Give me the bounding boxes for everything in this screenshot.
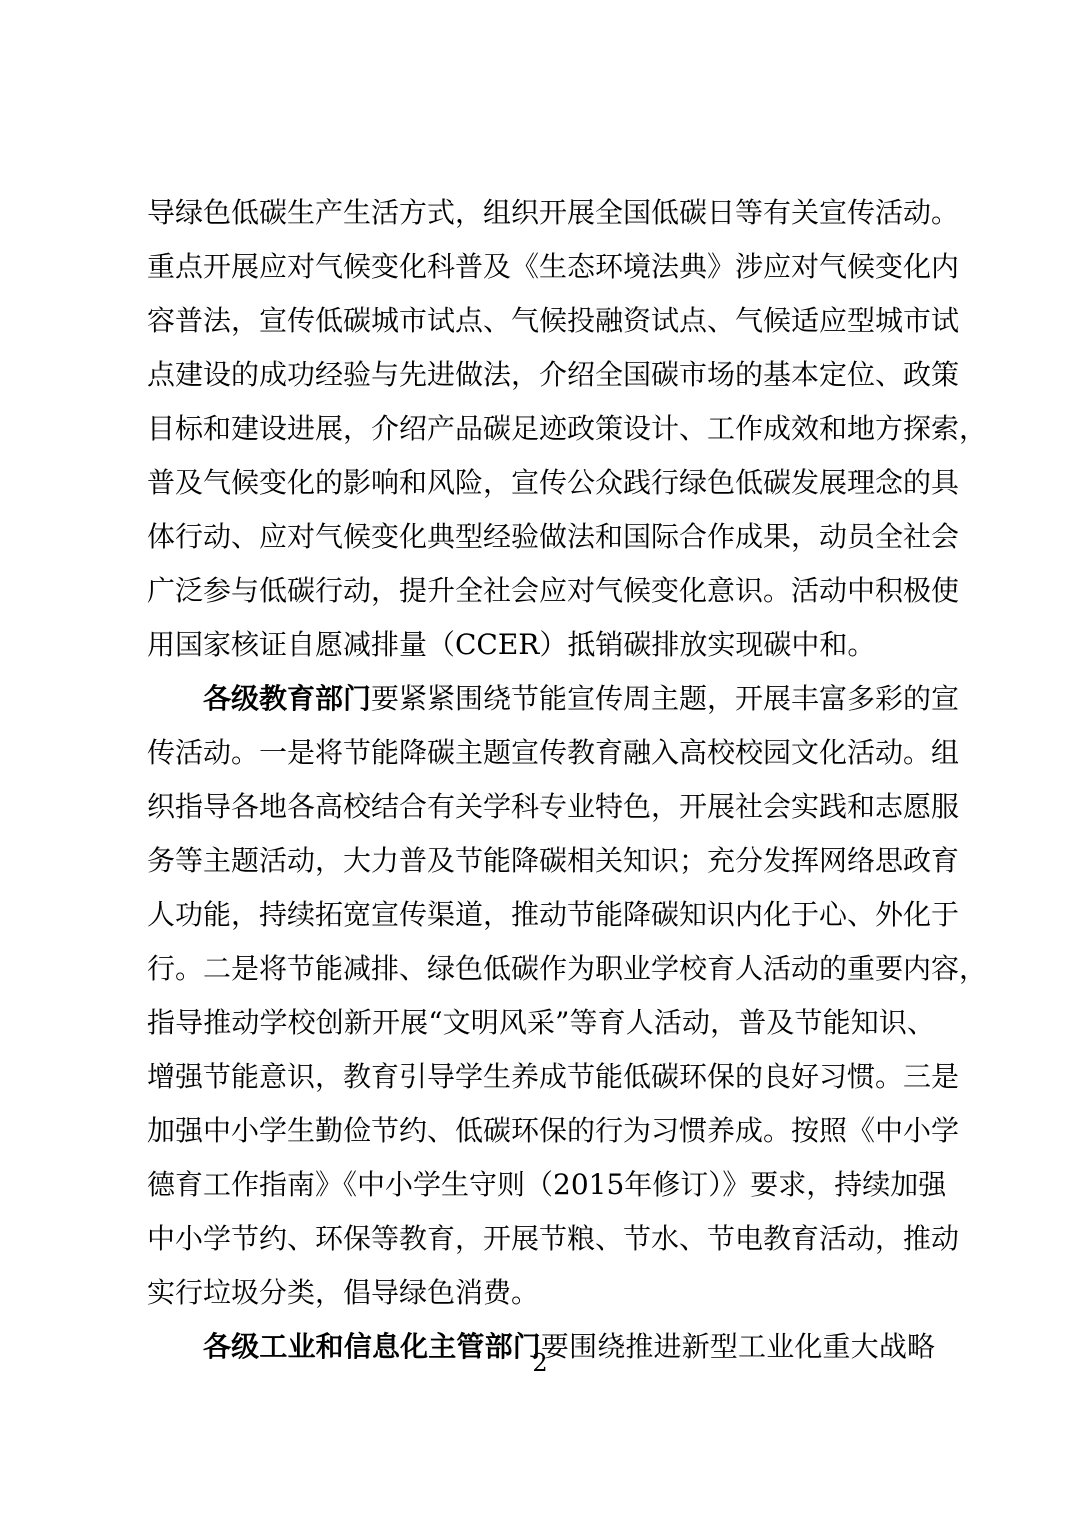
page-number: 2 bbox=[532, 1349, 548, 1377]
text-line: 目标和建设进展，介绍产品碳足迹政策设计、工作成效和地方探索， bbox=[147, 412, 988, 445]
text-line: 体行动、应对气候变化典型经验做法和国际合作成果，动员全社会 bbox=[147, 520, 960, 553]
text-line: 传活动。一是将节能降碳主题宣传教育融入高校校园文化活动。组 bbox=[147, 736, 960, 769]
body-text bbox=[147, 186, 988, 1374]
paragraph-continued bbox=[147, 186, 988, 672]
text-line bbox=[147, 672, 960, 726]
text-line: 普及气候变化的影响和风险，宣传公众践行绿色低碳发展理念的具 bbox=[147, 466, 960, 499]
text-line: 导绿色低碳生产生活方式，组织开展全国低碳日等有关宣传活动。 bbox=[147, 196, 960, 229]
text-line-rest: 要紧紧围绕节能宣传周主题，开展丰富多彩的宣 bbox=[371, 682, 960, 715]
text-line: 重点开展应对气候变化科普及《生态环境法典》涉应对气候变化内 bbox=[147, 250, 960, 283]
text-line: 点建设的成功经验与先进做法，介绍全国碳市场的基本定位、政策 bbox=[147, 358, 960, 391]
text-line: 增强节能意识，教育引导学生养成节能低碳环保的良好习惯。三是 bbox=[147, 1060, 960, 1093]
text-line: 广泛参与低碳行动，提升全社会应对气候变化意识。活动中积极使 bbox=[147, 574, 960, 607]
text-line: 中小学节约、环保等教育，开展节粮、节水、节电教育活动，推动 bbox=[147, 1222, 960, 1255]
paragraph-education bbox=[147, 672, 988, 1320]
text-line: 德育工作指南》《中小学生守则（2015年修订）》要求，持续加强 bbox=[147, 1168, 947, 1201]
text-line: 实行垃圾分类，倡导绿色消费。 bbox=[147, 1276, 540, 1309]
text-line: 织指导各地各高校结合有关学科专业特色，开展社会实践和志愿服 bbox=[147, 790, 960, 823]
text-line: 用国家核证自愿减排量（CCER）抵销碳排放实现碳中和。 bbox=[147, 628, 876, 661]
text-line: 人功能，持续拓宽宣传渠道，推动节能降碳知识内化于心、外化于 bbox=[147, 898, 960, 931]
text-line: 务等主题活动，大力普及节能降碳相关知识；充分发挥网络思政育 bbox=[147, 844, 960, 877]
paragraph-lead-industry: 各级工业和信息化主管部门 bbox=[203, 1330, 541, 1363]
text-line: 加强中小学生勤俭节约、低碳环保的行为习惯养成。按照《中小学 bbox=[147, 1114, 960, 1147]
text-line: 容普法，宣传低碳城市试点、气候投融资试点、气候适应型城市试 bbox=[147, 304, 960, 337]
paragraph-lead-education: 各级教育部门 bbox=[203, 682, 372, 715]
text-line: 指导推动学校创新开展“文明风采”等育人活动，普及节能知识、 bbox=[147, 1006, 935, 1039]
text-line-rest: 要围绕推进新型工业化重大战略 bbox=[540, 1330, 935, 1363]
text-line: 行。二是将节能减排、绿色低碳作为职业学校育人活动的重要内容， bbox=[147, 952, 988, 985]
